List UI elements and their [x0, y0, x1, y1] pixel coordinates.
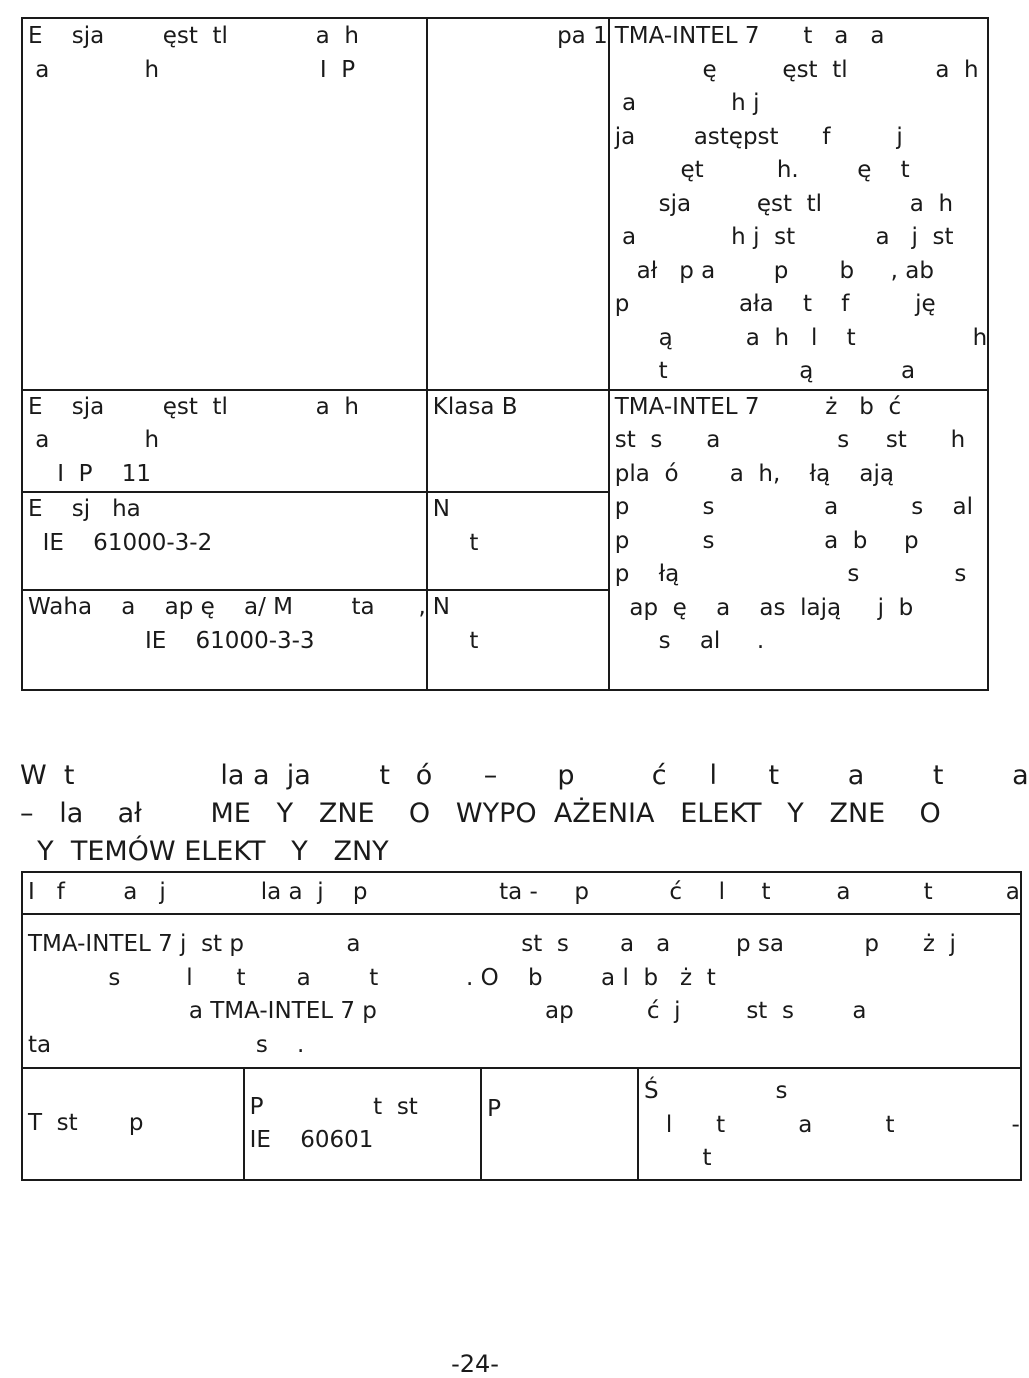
immunity-table: [21, 871, 1022, 1181]
t1-merged-right-text: TMA-INTEL 7 ż b ć st s a s st h pla ó a h, łą ają p s a s al p s a b p p łą s s ap ę a as lają j b s al .: [614, 393, 974, 654]
t1-row4-col1: [22, 590, 427, 690]
t1-row4-col2-text: N t: [432, 594, 479, 654]
t1-row3-col2: [427, 492, 609, 590]
t1-row3-col2-text: N t: [432, 496, 479, 556]
t2-title-cell: [22, 872, 1021, 914]
t1-row1-col3: [609, 18, 989, 390]
t2-header-standard: [244, 1068, 482, 1180]
t1-row1-col1-text: E sja ęst tl a h a h I P: [28, 23, 359, 83]
page-number: -24-: [451, 1350, 499, 1378]
emissions-table: [21, 17, 989, 691]
t1-merged-right: [609, 390, 989, 691]
t1-row1-col2: [427, 18, 609, 390]
t1-row1-col2-text: pa 1: [432, 23, 608, 49]
t1-row4-col2: [427, 590, 609, 690]
t2-title-text: I f a j la a j p ta - p ć l t a t a: [28, 879, 1020, 905]
t2-header-compliance-text: P: [487, 1096, 502, 1122]
t1-row4-col1-text: Waha a ap ę a/ M ta , IE 61000-3-3: [28, 594, 426, 654]
t2-header-standard-text: P t st IE 60601: [249, 1093, 418, 1153]
t1-row2-col2: [427, 390, 609, 493]
t2-header-compliance: [481, 1068, 638, 1180]
t2-header-environment-text: Ś s l t a t - t: [643, 1078, 1020, 1171]
t2-body-cell: [22, 914, 1021, 1068]
t1-row3-col1: [22, 492, 427, 590]
t2-header-environment: [638, 1068, 1021, 1180]
t1-row3-col1-text: E sj ha IE 61000-3-2: [28, 496, 213, 556]
t1-row1-col3-text: TMA-INTEL 7 t a a ę ęst tl a h a h j ja astępst f j ęt h. ę t sja ęst tl a h a h j st a j st ał p a p b , ab p ała t f ję ą a h l t h t ą a: [614, 23, 988, 384]
t2-body-text: TMA-INTEL 7 j st p a st s a a p sa p ż j s l t a t . O b a l b ż t a TMA-INTEL 7 p ap ć j st s a ta s .: [28, 931, 956, 1058]
t1-row1-col1: [22, 18, 427, 390]
t1-row2-col1-text: E sja ęst tl a h a h I P 11: [28, 393, 359, 487]
t2-header-test-text: T st p: [28, 1110, 144, 1137]
t2-header-test: [22, 1068, 244, 1180]
section-heading: W t la a ja t ó – p ć l t a t a – la ał ME Y ZNE O WYPO AŻENIA ELEKT Y ZNE O Y TEMÓW ELEKT Y ZNY: [20, 760, 1029, 867]
t1-row2-col2-text: Klasa B: [432, 393, 518, 420]
t1-row2-col1: [22, 390, 427, 493]
